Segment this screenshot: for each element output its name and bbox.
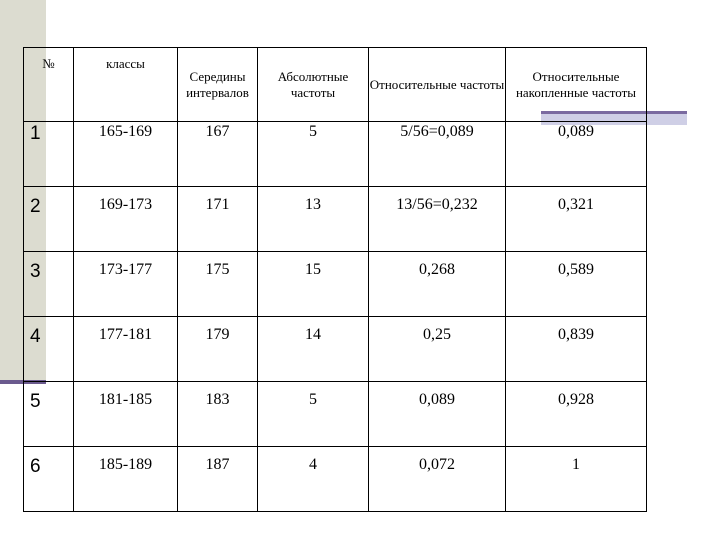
header-interval-midpoints: Середины интервалов [178, 48, 258, 122]
cell-cumulative-frequency: 0,589 [506, 252, 647, 317]
cell-midpoint: 167 [178, 122, 258, 187]
header-absolute-frequencies: Абсолютные частоты [258, 48, 369, 122]
cell-midpoint: 171 [178, 187, 258, 252]
cell-cumulative-frequency: 0,928 [506, 382, 647, 447]
cell-relative-frequency: 0,072 [369, 447, 506, 512]
table-header-row [24, 48, 647, 122]
cell-cumulative-frequency: 0,089 [506, 122, 647, 187]
row-number: 6 [24, 447, 74, 512]
header-number: № [24, 48, 74, 122]
cell-absolute-frequency: 5 [258, 382, 369, 447]
table-row [24, 317, 647, 382]
cell-midpoint: 175 [178, 252, 258, 317]
cell-relative-frequency: 5/56=0,089 [369, 122, 506, 187]
cell-cumulative-frequency: 0,321 [506, 187, 647, 252]
row-number: 1 [24, 122, 74, 187]
table-row [24, 122, 647, 187]
header-cumulative-relative-frequencies: Относительные накопленные частоты [506, 48, 647, 122]
table-row [24, 447, 647, 512]
table-row [24, 252, 647, 317]
cell-midpoint: 179 [178, 317, 258, 382]
cell-absolute-frequency: 13 [258, 187, 369, 252]
row-number: 2 [24, 187, 74, 252]
cell-class: 185-189 [74, 447, 178, 512]
table-row [24, 187, 647, 252]
cell-relative-frequency: 13/56=0,232 [369, 187, 506, 252]
cell-cumulative-frequency: 0,839 [506, 317, 647, 382]
header-relative-frequencies: Относительные частоты [369, 48, 506, 122]
cell-class: 173-177 [74, 252, 178, 317]
cell-relative-frequency: 0,089 [369, 382, 506, 447]
cell-class: 177-181 [74, 317, 178, 382]
cell-absolute-frequency: 4 [258, 447, 369, 512]
cell-absolute-frequency: 14 [258, 317, 369, 382]
table-row [24, 382, 647, 447]
cell-absolute-frequency: 5 [258, 122, 369, 187]
cell-cumulative-frequency: 1 [506, 447, 647, 512]
cell-class: 165-169 [74, 122, 178, 187]
cell-absolute-frequency: 15 [258, 252, 369, 317]
row-number: 4 [24, 317, 74, 382]
header-classes: классы [74, 48, 178, 122]
cell-class: 169-173 [74, 187, 178, 252]
cell-midpoint: 187 [178, 447, 258, 512]
cell-midpoint: 183 [178, 382, 258, 447]
frequency-table [23, 47, 647, 512]
cell-class: 181-185 [74, 382, 178, 447]
cell-relative-frequency: 0,268 [369, 252, 506, 317]
cell-relative-frequency: 0,25 [369, 317, 506, 382]
row-number: 3 [24, 252, 74, 317]
row-number: 5 [24, 382, 74, 447]
